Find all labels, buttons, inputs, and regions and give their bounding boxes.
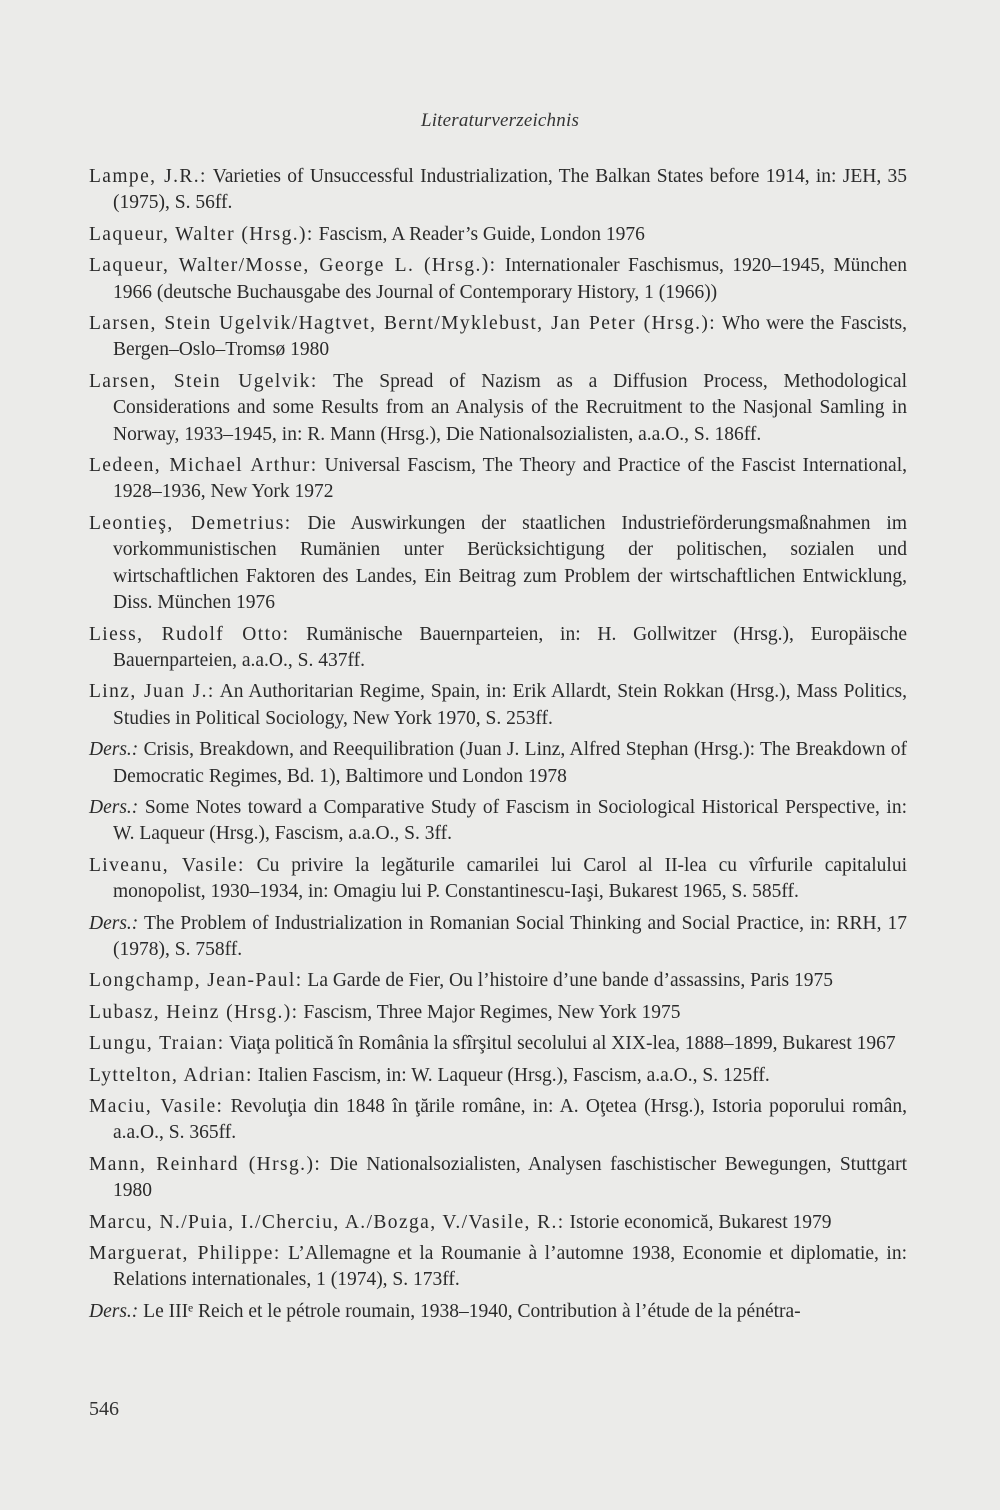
bibliography-list [89,164,907,1330]
bibliography-entry [89,679,907,732]
entry-author: Lyttelton, Adrian: [89,1064,253,1086]
entry-text: The Spread of Nazism as a Diffusion Process, Methodological Considerations and some Results from an Analysis of the Recruitment to the Nasjonal Samling in Norway, 1933–1945, in: R. Mann (Hrsg.), Die Nationalsozialisten, a.a.O., S. 186ff. [113,370,907,445]
entry-text: Who were the Fascists, Bergen–Oslo–Tromsø 1980 [113,313,907,361]
entry-text: Rumänische Bauernparteien, in: H. Gollwitzer (Hrsg.), Europäische Bauernparteien, a.a.O., S. 437ff. [113,623,908,671]
bibliography-entry [89,1152,907,1205]
bibliography-entry [89,1094,907,1147]
bibliography-entry [89,853,907,906]
entry-text: Istorie economică, Bukarest 1979 [569,1211,832,1233]
entry-author: Leontieş, Demetrius: [89,512,292,534]
bibliography-entry [89,1031,907,1057]
entry-author: Ders.: [89,796,139,818]
entry-text: An Authoritarian Regime, Spain, in: Erik Allardt, Stein Rokkan (Hrsg.), Mass Politics, Studies in Political Sociology, New York 1970, S. 253ff. [113,681,907,729]
bibliography-entry [89,622,907,675]
entry-author: Ders.: [89,1300,139,1322]
entry-text: Internationaler Faschismus, 1920–1945, München 1966 (deutsche Buchausgabe des Journal of Contemporary History, 1 (1966)) [113,255,907,303]
entry-text: L’Allemagne et la Roumanie à l’automne 1938, Economie et diplomatie, in: Relations internationales, 1 (1974), S. 173ff. [113,1243,907,1291]
entry-author: Marguerat, Philippe: [89,1243,281,1265]
entry-author: Ders.: [89,739,139,761]
entry-author: Lubasz, Heinz (Hrsg.): [89,1001,299,1023]
bibliography-entry [89,311,907,364]
running-header: Literaturverzeichnis [420,110,580,131]
bibliography-entry [89,911,907,964]
bibliography-entry [89,737,907,790]
entry-text: Varieties of Unsuccessful Industrialization, The Balkan States before 1914, in: JEH, 35 (1975), S. 56ff. [113,166,907,214]
bibliography-entry [89,1063,907,1089]
entry-text: Die Auswirkungen der staatlichen Industrieförderungsmaßnahmen im vorkommunistischen Rumänien unter Berücksichtigung der politischen, sozialen und wirtschaftlichen Faktoren des Landes, Ein Beitrag zum Problem der wirtschaftlichen Entwicklung, Diss. München 1976 [113,512,908,614]
entry-author: Laqueur, Walter/Mosse, George L. (Hrsg.): [89,255,497,277]
entry-text: Fascism, Three Major Regimes, New York 1975 [303,1001,681,1023]
entry-author: Mann, Reinhard (Hrsg.): [89,1153,322,1175]
entry-author: Liess, Rudolf Otto: [89,623,290,645]
bibliography-entry [89,453,907,506]
entry-author: Liveanu, Vasile: [89,854,245,876]
bibliography-entry [89,222,907,248]
entry-text: The Problem of Industrialization in Romanian Social Thinking and Social Practice, in: RRH, 17 (1978), S. 758ff. [113,912,907,960]
entry-author: Larsen, Stein Ugelvik: [89,370,318,392]
bibliography-entry [89,1210,907,1236]
entry-author: Ledeen, Michael Arthur: [89,455,318,477]
page-number: 546 [89,1398,119,1420]
entry-text: Le IIIᵉ Reich et le pétrole roumain, 1938–1940, Contribution à l’étude de la pénétra- [143,1300,801,1322]
entry-author: Lungu, Traian: [89,1033,225,1055]
entry-text: Die Nationalsozialisten, Analysen faschistischer Bewegungen, Stuttgart 1980 [113,1153,907,1202]
bibliography-entry [89,1241,907,1294]
bibliography-entry [89,253,907,306]
entry-author: Larsen, Stein Ugelvik/Hagtvet, Bernt/Myklebust, Jan Peter (Hrsg.): [89,313,717,335]
bibliography-entry [89,369,907,448]
entry-text: Revoluţia din 1848 în ţările române, in: A. Oţetea (Hrsg.), Istoria poporului român, a.a.O., S. 365ff. [113,1096,907,1144]
entry-text: Cu privire la legăturile camarilei lui Carol al II-lea cu vîrfurile capitalului monopolist, 1930–1934, in: Omagiu lui P. Constantinescu-Iaşi, Bukarest 1965, S. 585ff. [113,854,907,903]
entry-text: Crisis, Breakdown, and Reequilibration (Juan J. Linz, Alfred Stephan (Hrsg.): The Breakdown of Democratic Regimes, Bd. 1), Baltimore und London 1978 [113,739,907,787]
bibliography-entry [89,1000,907,1026]
bibliography-entry [89,164,907,217]
entry-author: Linz, Juan J.: [89,681,215,703]
bibliography-entry [89,511,907,617]
entry-author: Maciu, Vasile: [89,1096,224,1117]
entry-text: Some Notes toward a Comparative Study of Fascism in Sociological Historical Perspective, in: W. Laqueur (Hrsg.), Fascism, a.a.O., S. 3ff. [113,796,907,845]
entry-author: Longchamp, Jean-Paul: [89,970,303,992]
entry-author: Ders.: [89,912,139,934]
entry-text: Fascism, A Reader’s Guide, London 1976 [318,223,645,245]
entry-author: Marcu, N./Puia, I./Cherciu, A./Bozga, V./Vasile, R.: [89,1211,565,1233]
entry-text: Universal Fascism, The Theory and Practice of the Fascist International, 1928–1936, New York 1972 [113,455,908,503]
entry-text: Italien Fascism, in: W. Laqueur (Hrsg.), Fascism, a.a.O., S. 125ff. [257,1064,770,1086]
entry-author: Laqueur, Walter (Hrsg.): [89,223,314,245]
bibliography-entry [89,1299,907,1325]
entry-text: La Garde de Fier, Ou l’histoire d’une bande d’assassins, Paris 1975 [307,970,834,992]
bibliography-entry [89,968,907,994]
entry-text: Viaţa politică în România la sfîrşitul secolului al XIX-lea, 1888–1899, Bukarest 1967 [229,1033,896,1055]
bibliography-entry [89,795,907,848]
entry-author: Lampe, J.R.: [89,166,207,187]
